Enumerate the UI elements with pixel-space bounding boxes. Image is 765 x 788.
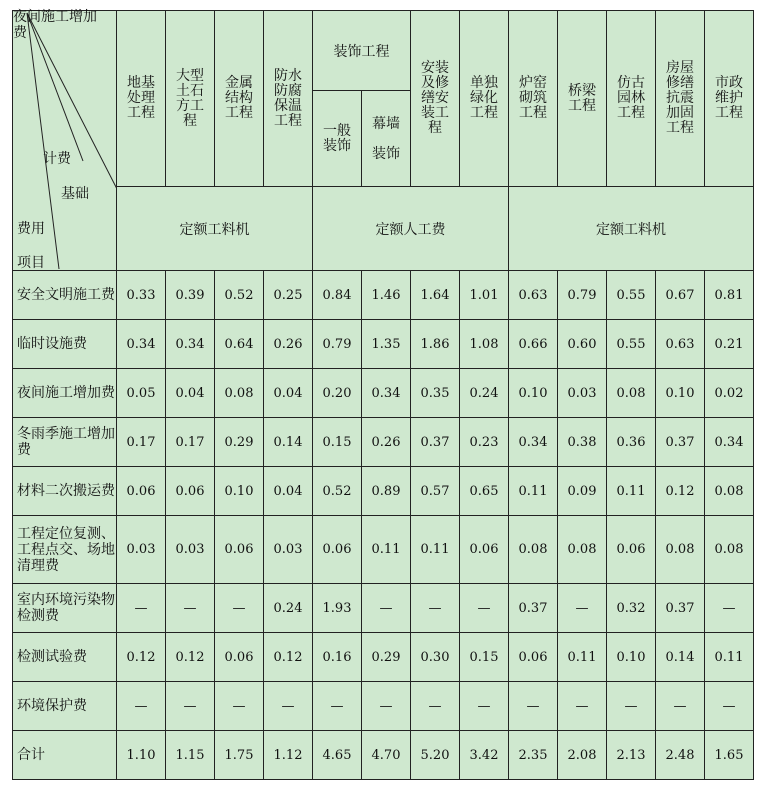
rate-cell: 0.36 xyxy=(607,418,656,467)
rate-cell: 0.10 xyxy=(607,633,656,682)
rate-cell: 0.06 xyxy=(460,516,509,584)
row-label: 冬雨季施工增加费 xyxy=(13,418,117,467)
rate-cell: — xyxy=(558,584,607,633)
row-label: 工程定位复测、工程点交、场地清理费 xyxy=(13,516,117,584)
rate-cell: 0.06 xyxy=(166,467,215,516)
corner-basis-label-1: 计费 xyxy=(43,151,71,167)
basis-cell-1: 定额工料机 xyxy=(117,187,313,271)
corner-basis-label-2: 基础 xyxy=(61,186,89,202)
rate-cell: — xyxy=(166,682,215,731)
rate-cell: 0.39 xyxy=(166,271,215,320)
col-header-1: 大型土石方工程 xyxy=(166,11,215,187)
rate-cell: 0.08 xyxy=(558,516,607,584)
corner-item-label: 项目 xyxy=(17,255,45,271)
rate-cell: 1.75 xyxy=(215,731,264,780)
col-header-7: 单独绿化工程 xyxy=(460,11,509,187)
rate-cell: 0.25 xyxy=(264,271,313,320)
row-label: 环境保护费 xyxy=(13,682,117,731)
basis-row xyxy=(13,187,754,271)
rate-cell: 1.93 xyxy=(313,584,362,633)
rate-cell: 0.34 xyxy=(166,320,215,369)
rate-cell: 0.11 xyxy=(509,467,558,516)
rate-cell: 1.64 xyxy=(411,271,460,320)
rate-cell: 0.37 xyxy=(656,418,705,467)
rate-cell: 0.03 xyxy=(166,516,215,584)
rate-cell: — xyxy=(313,682,362,731)
rate-cell: 0.26 xyxy=(264,320,313,369)
rate-cell: 0.55 xyxy=(607,271,656,320)
table-row xyxy=(13,320,754,369)
rate-cell: 0.10 xyxy=(215,467,264,516)
rate-cell: 0.89 xyxy=(362,467,411,516)
table-row xyxy=(13,516,754,584)
rate-cell: 0.66 xyxy=(509,320,558,369)
rate-cell: 0.11 xyxy=(705,633,754,682)
rate-cell: — xyxy=(705,584,754,633)
rate-cell: 0.11 xyxy=(362,516,411,584)
rate-cell: 0.08 xyxy=(607,369,656,418)
rate-cell: 0.60 xyxy=(558,320,607,369)
rate-cell: 0.06 xyxy=(215,516,264,584)
rate-cell: 0.12 xyxy=(166,633,215,682)
rate-cell: 0.26 xyxy=(362,418,411,467)
table-row xyxy=(13,682,754,731)
rate-cell: 0.04 xyxy=(264,369,313,418)
basis-cell-2: 定额人工费 xyxy=(313,187,509,271)
rate-cell: 0.08 xyxy=(705,467,754,516)
rate-cell: 0.29 xyxy=(215,418,264,467)
rate-cell: — xyxy=(509,682,558,731)
row-label: 检测试验费 xyxy=(13,633,117,682)
table-row xyxy=(13,369,754,418)
rate-cell: 0.35 xyxy=(411,369,460,418)
rate-cell: 0.17 xyxy=(166,418,215,467)
rate-cell: 0.02 xyxy=(705,369,754,418)
rate-cell: 0.14 xyxy=(656,633,705,682)
table-row xyxy=(13,418,754,467)
rate-cell: 1.10 xyxy=(117,731,166,780)
rate-cell: — xyxy=(117,584,166,633)
rate-cell: 5.20 xyxy=(411,731,460,780)
rate-cell: 0.12 xyxy=(264,633,313,682)
rate-cell: 0.33 xyxy=(117,271,166,320)
table-row xyxy=(13,271,754,320)
rate-cell: — xyxy=(264,682,313,731)
col-header-9: 桥梁工程 xyxy=(558,11,607,187)
rate-cell: 0.79 xyxy=(558,271,607,320)
rate-cell: 1.01 xyxy=(460,271,509,320)
rate-cell: 1.86 xyxy=(411,320,460,369)
table-row xyxy=(13,584,754,633)
rate-cell: 0.30 xyxy=(411,633,460,682)
table-row xyxy=(13,633,754,682)
row-label: 安全文明施工费 xyxy=(13,271,117,320)
rate-cell: 0.67 xyxy=(656,271,705,320)
rate-cell: 0.24 xyxy=(264,584,313,633)
rate-cell: 0.08 xyxy=(215,369,264,418)
rate-cell: 4.70 xyxy=(362,731,411,780)
rate-cell: — xyxy=(411,584,460,633)
rate-cell: 0.11 xyxy=(558,633,607,682)
rate-cell: 0.84 xyxy=(313,271,362,320)
rate-cell: 0.06 xyxy=(117,467,166,516)
rate-cell: 0.52 xyxy=(215,271,264,320)
rate-cell: 2.48 xyxy=(656,731,705,780)
rate-cell: 0.08 xyxy=(656,516,705,584)
rate-cell: — xyxy=(411,682,460,731)
col-header-3: 防水防腐保温工程 xyxy=(264,11,313,187)
rate-cell: 0.03 xyxy=(117,516,166,584)
rate-cell: 0.12 xyxy=(656,467,705,516)
rate-cell: 0.03 xyxy=(264,516,313,584)
table-row xyxy=(13,467,754,516)
rate-cell: 0.06 xyxy=(509,633,558,682)
rate-cell: 1.15 xyxy=(166,731,215,780)
col-header-2: 金属结构工程 xyxy=(215,11,264,187)
table-row xyxy=(13,731,754,780)
rate-cell: 0.21 xyxy=(705,320,754,369)
rate-cell: 0.34 xyxy=(362,369,411,418)
rate-cell: 0.04 xyxy=(166,369,215,418)
rate-cell: 0.63 xyxy=(509,271,558,320)
rate-cell: — xyxy=(460,584,509,633)
rate-cell: 0.09 xyxy=(558,467,607,516)
corner-top-label: 夜间施工增加费 xyxy=(13,9,97,41)
rate-cell: — xyxy=(558,682,607,731)
rate-cell: 0.20 xyxy=(313,369,362,418)
rate-cell: 1.65 xyxy=(705,731,754,780)
rate-cell: 0.15 xyxy=(460,633,509,682)
rate-cell: 0.14 xyxy=(264,418,313,467)
rate-cell: 3.42 xyxy=(460,731,509,780)
rate-cell: 4.65 xyxy=(313,731,362,780)
rate-cell: 0.17 xyxy=(117,418,166,467)
row-label: 临时设施费 xyxy=(13,320,117,369)
col-header-10: 仿古园林工程 xyxy=(607,11,656,187)
rate-cell: 0.06 xyxy=(215,633,264,682)
rate-cell: 0.65 xyxy=(460,467,509,516)
row-label: 室内环境污染物检测费 xyxy=(13,584,117,633)
rate-cell: 0.05 xyxy=(117,369,166,418)
rate-cell: 0.55 xyxy=(607,320,656,369)
rate-cell: 0.10 xyxy=(656,369,705,418)
rate-cell: 0.04 xyxy=(264,467,313,516)
rate-cell: 0.37 xyxy=(509,584,558,633)
rate-cell: 0.34 xyxy=(117,320,166,369)
rate-cell: 0.37 xyxy=(411,418,460,467)
rate-cell: — xyxy=(166,584,215,633)
decoration-group-header: 装饰工程 xyxy=(313,11,411,91)
rate-cell: 0.64 xyxy=(215,320,264,369)
rate-cell: — xyxy=(705,682,754,731)
rate-cell: — xyxy=(362,584,411,633)
col-header-4: 一般装饰 xyxy=(313,91,362,187)
row-label: 夜间施工增加费 xyxy=(13,369,117,418)
col-header-5 xyxy=(362,91,411,187)
rate-cell: 1.35 xyxy=(362,320,411,369)
rate-cell: 0.08 xyxy=(509,516,558,584)
col-header-0: 地基处理工程 xyxy=(117,11,166,187)
rate-cell: — xyxy=(460,682,509,731)
rate-cell: — xyxy=(362,682,411,731)
rate-cell: 0.32 xyxy=(607,584,656,633)
curtain-wall-label: 幕墙 装饰 xyxy=(371,115,400,162)
rate-cell: 0.06 xyxy=(607,516,656,584)
corner-cell xyxy=(13,11,117,271)
col-header-8: 炉窑砌筑工程 xyxy=(509,11,558,187)
rate-cell: 0.57 xyxy=(411,467,460,516)
col-header-11: 房屋修缮抗震加固工程 xyxy=(656,11,705,187)
rate-cell: — xyxy=(607,682,656,731)
rate-cell: 2.08 xyxy=(558,731,607,780)
rate-cell: 2.13 xyxy=(607,731,656,780)
rate-cell: 0.34 xyxy=(705,418,754,467)
corner-fee-label: 费用 xyxy=(17,221,45,237)
rate-cell: 2.35 xyxy=(509,731,558,780)
fee-rate-table xyxy=(12,10,754,780)
header-row-1 xyxy=(13,11,754,91)
rate-cell: 0.24 xyxy=(460,369,509,418)
rate-cell: 1.08 xyxy=(460,320,509,369)
rate-cell: 0.10 xyxy=(509,369,558,418)
rate-cell: 0.12 xyxy=(117,633,166,682)
rate-cell: 0.23 xyxy=(460,418,509,467)
col-header-12: 市政维护工程 xyxy=(705,11,754,187)
rate-cell: 0.16 xyxy=(313,633,362,682)
rate-cell: 0.11 xyxy=(411,516,460,584)
rate-cell: — xyxy=(215,584,264,633)
rate-cell: — xyxy=(117,682,166,731)
basis-cell-3: 定额工料机 xyxy=(509,187,754,271)
rate-cell: — xyxy=(215,682,264,731)
rate-cell: — xyxy=(656,682,705,731)
rate-cell: 1.46 xyxy=(362,271,411,320)
rate-cell: 0.29 xyxy=(362,633,411,682)
rate-cell: 0.08 xyxy=(705,516,754,584)
rate-cell: 1.12 xyxy=(264,731,313,780)
rate-cell: 0.63 xyxy=(656,320,705,369)
row-label: 材料二次搬运费 xyxy=(13,467,117,516)
col-header-6: 安装及修缮安装工程 xyxy=(411,11,460,187)
rate-cell: 0.52 xyxy=(313,467,362,516)
rate-cell: 0.34 xyxy=(509,418,558,467)
rate-cell: 0.15 xyxy=(313,418,362,467)
rate-cell: 0.11 xyxy=(607,467,656,516)
rate-cell: 0.38 xyxy=(558,418,607,467)
rate-cell: 0.06 xyxy=(313,516,362,584)
row-label: 合计 xyxy=(13,731,117,780)
rate-cell: 0.03 xyxy=(558,369,607,418)
rate-cell: 0.79 xyxy=(313,320,362,369)
rate-cell: 0.81 xyxy=(705,271,754,320)
rate-cell: 0.37 xyxy=(656,584,705,633)
